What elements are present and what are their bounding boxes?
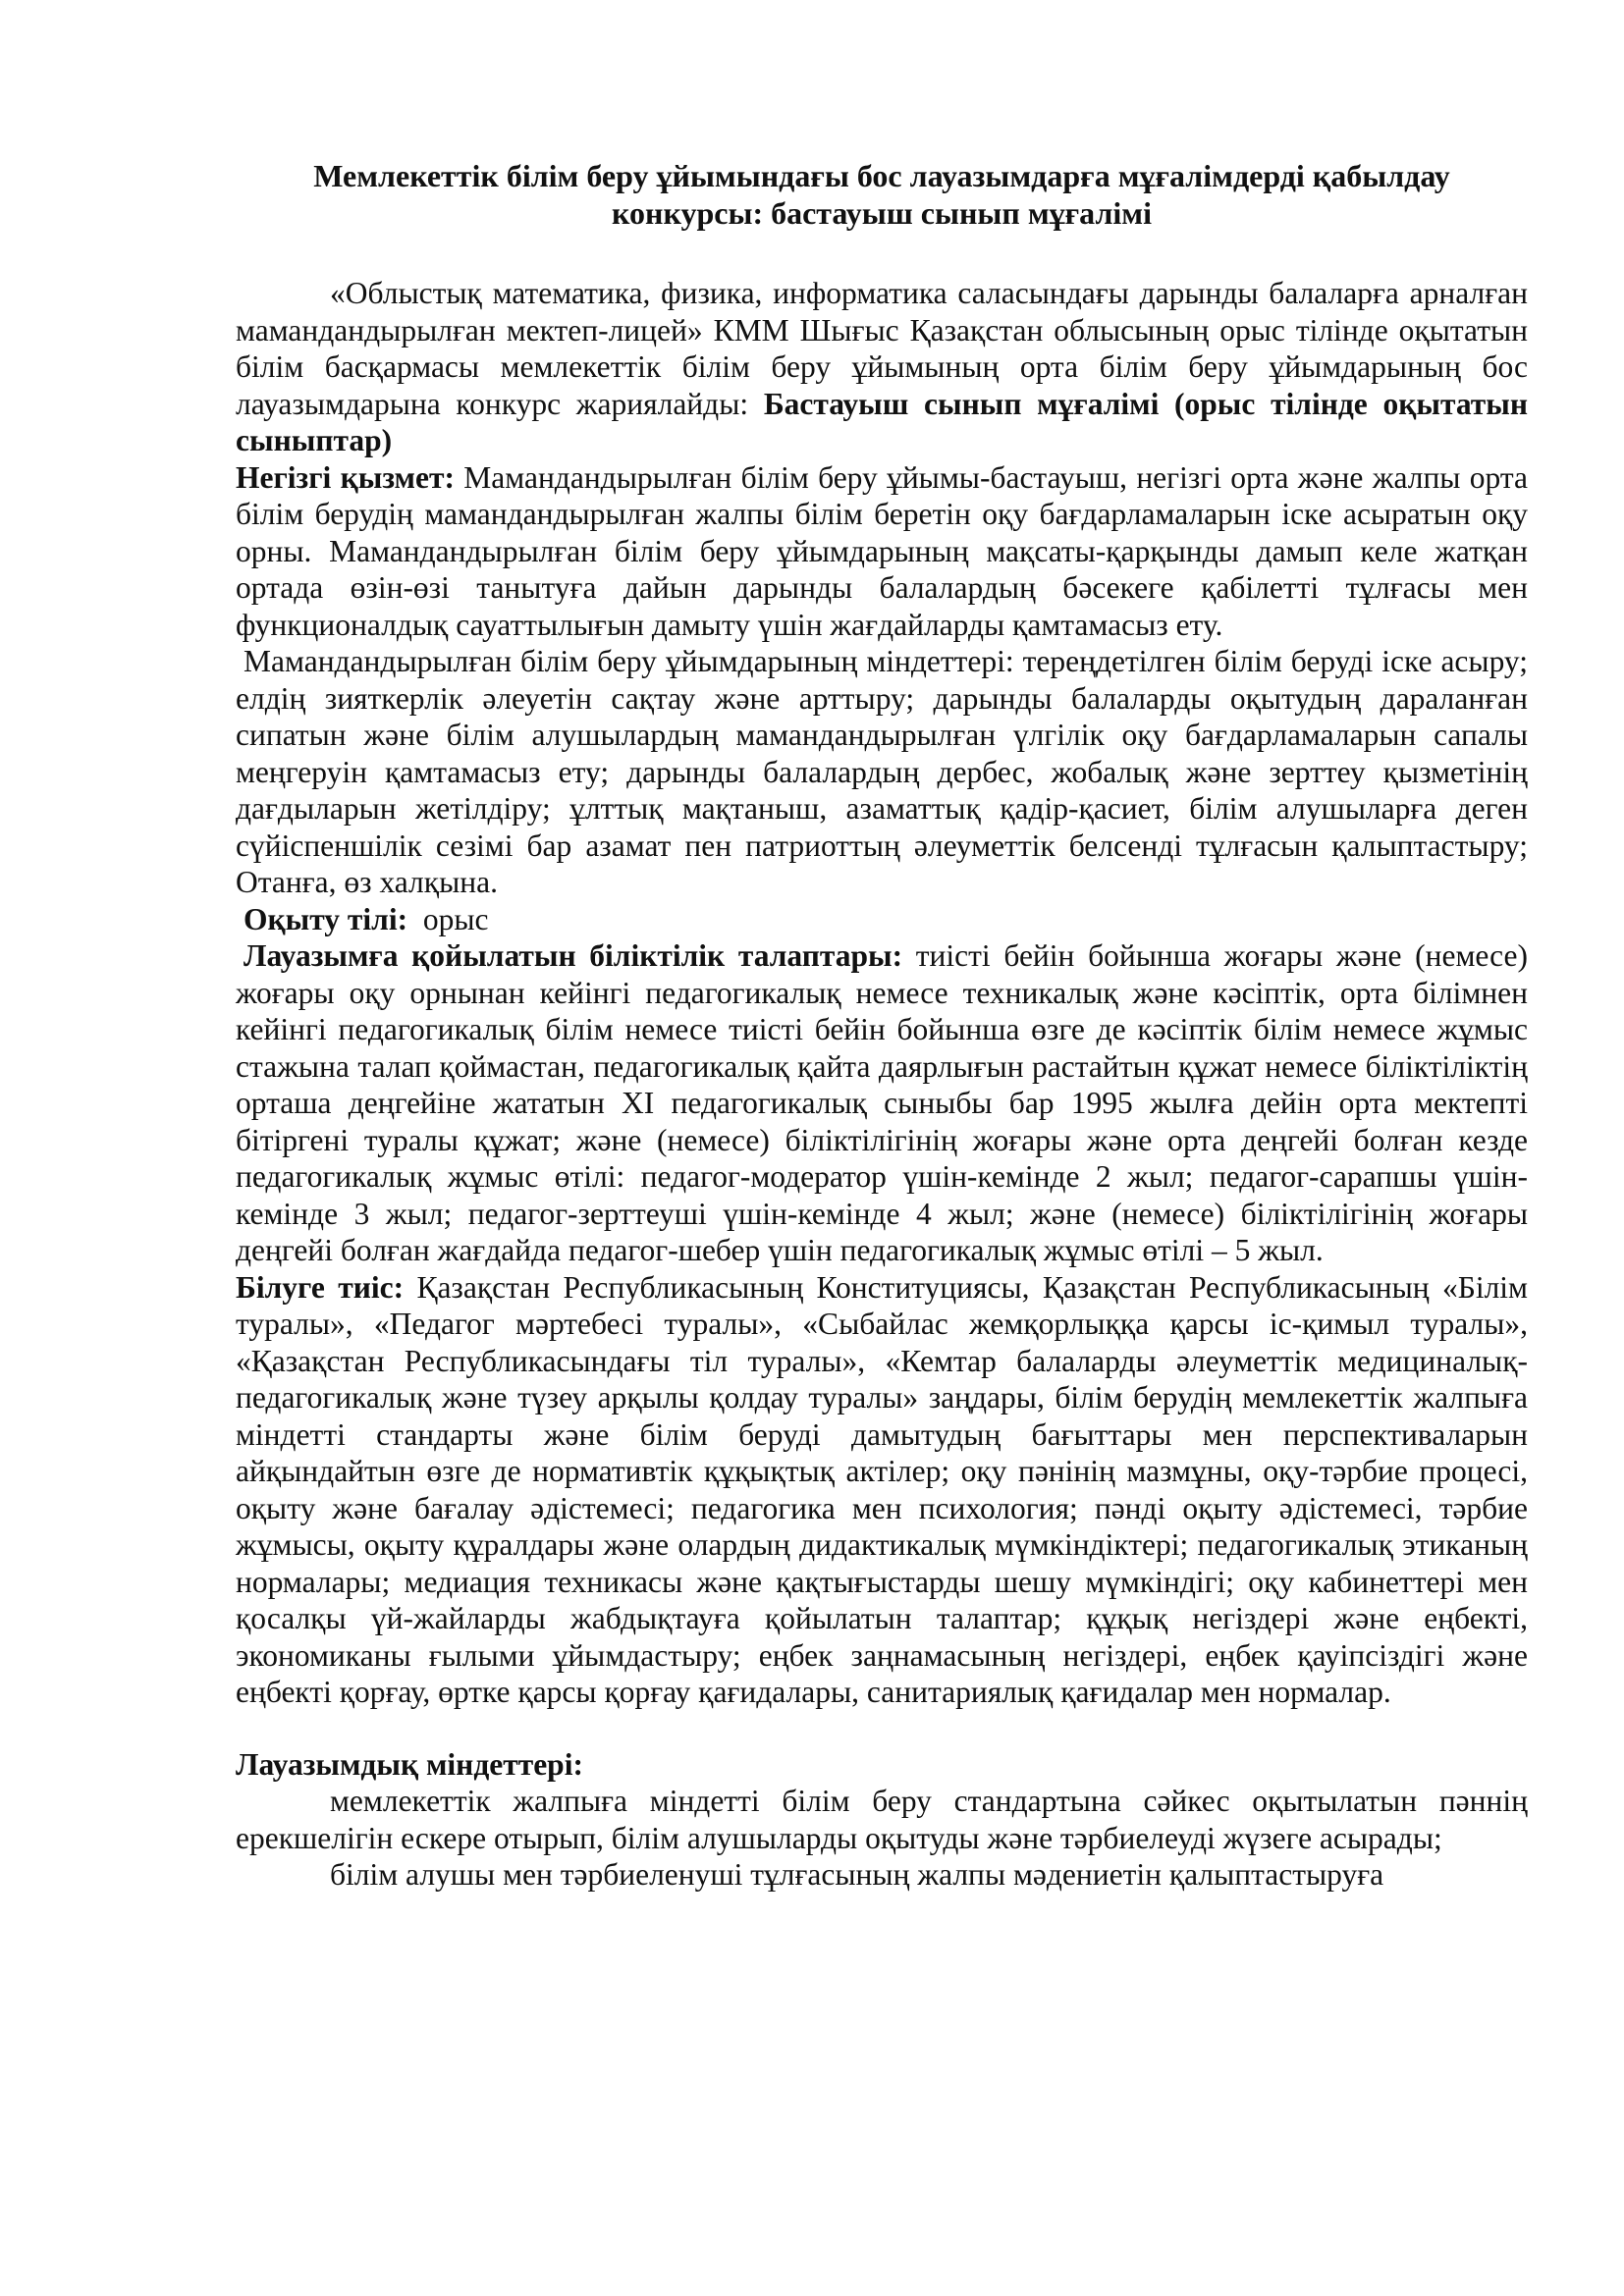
must-know-text: Қазақстан Республикасының Конституциясы, Қазақстан Республикасының «Білім туралы», «Педагог мәртебесі туралы», «Сыбайлас жемқорлыққа қарсы іс-қимыл туралы», «Қазақстан Республикасындағы тіл туралы», «Кемтар балаларды әлеуметтік медициналық-педагогикалық және түзеу арқылы қолдау туралы» заңдары, білім берудің мемлекеттік жалпыға міндетті стандарты және білім беруді дамытудың бағыттары мен перспективаларын айқындайтын өзге де нормативтік құқықтық актілер; оқу пәнінің мазмұны, оқу-тәрбие процесі, оқыту және бағалау әдістемесі; педагогика мен психология; пәнді оқыту әдістемесі, тәрбие жұмысы, оқыту құралдары және олардың дидактикалық мүмкіндіктері; педагогикалық этиканың нормалары; медиация техникасы және қақтығыстарды шешу мүмкіндігі; оқу кабинеттері мен қосалқы үй-жайларды жабдықтауға қойылатын талаптар; құқық негіздері және еңбекті, экономиканы ғылыми ұйымдастыру; еңбек заңнамасының негіздері, еңбек қауіпсіздігі және еңбекті қорғау, өртке қарсы қорғау қағидалары, санитариялық қағидалар мен нормалар.	[236, 1269, 1528, 1709]
main-activity-label: Негізгі қызмет:	[236, 459, 455, 495]
section-gap	[236, 1711, 1528, 1746]
qualification-paragraph	[236, 937, 1528, 1269]
main-activity-text: Мамандандырылған білім беру ұйымы-бастауыш, негізгі орта және жалпы орта білім берудің мамандандырылған жалпы білім беретін оқу бағдарламаларын іске асыратын оқу орны. Мамандандырылған білім беру ұйымдарының мақсаты-қарқынды дамып келе жатқан ортада өзін-өзі танытуға дайын дарынды балалардың бәсекеге қабілетті тұлғасы мен функционалдық сауаттылығын дамыту үшін жағдайларды қамтамасыз ету.	[236, 459, 1529, 642]
tasks-text: Мамандандырылған білім беру ұйымдарының міндеттері: тереңдетілген білім беруді іске асыру; елдің зияткерлік әлеуетін сақтау және арттыру; дарынды балаларды оқытудың дараланған сипатын және білім алушылардың мамандандырылған үлгілік оқу бағдарламаларын сапалы меңгеруін қамтамасыз ету; дарынды балалардың дербес, жобалық және зерттеу қызметінің дағдыларын жетілдіру; ұлттық мақтаныш, азаматтық қадір-қасиет, білім алушыларға деген сүйіспеншілік сезімі бар азамат пен патриоттың әлеуметтік белсенді тұлғасын қалыптастыру; Отанға, өз халқына.	[236, 644, 1528, 899]
document-title	[236, 157, 1528, 232]
qualification-text: тиісті бейін бойынша жоғары және (немесе) жоғары оқу орнынан кейінгі педагогикалық немесе техникалық және кәсіптік, орта білімнен кейінгі педагогикалық білім немесе тиісті бейін бойынша өзге де кәсіптік білім немесе жұмыс стажына талап қоймастан, педагогикалық қайта даярлығын растайтын құжат немесе біліктіліктің орташа деңгейіне жататын ХІ педагогикалық сыныбы бар 1995 жылға дейін орта мектепті бітіргені туралы құжат; және (немесе) біліктілігінің жоғары және орта деңгейі болған кезде педагогикалық жұмыс өтілі: педагог-модератор үшін-кемінде 2 жыл; педагог-сарапшы үшін-кемінде 3 жыл; педагог-зерттеуші үшін-кемінде 4 жыл; және (немесе) біліктілігінің жоғары деңгейі болған жағдайда педагог-шебер үшін педагогикалық жұмыс өтілі – 5 жыл.	[236, 938, 1529, 1267]
intro-paragraph	[236, 275, 1528, 459]
language-paragraph	[236, 901, 1528, 938]
document-body	[236, 157, 1528, 1894]
tasks-paragraph	[236, 643, 1528, 901]
must-know-paragraph	[236, 1269, 1528, 1711]
language-value: орыс	[407, 901, 489, 936]
duty-item-1: мемлекеттік жалпыға міндетті білім беру стандартына сәйкес оқытылатын пәннің ерекшелігін ескере отырып, білім алушыларды оқытуды және тәрбиелеуді жүзеге асырады;	[236, 1784, 1528, 1855]
qualification-label: Лауазымға қойылатын біліктілік талаптары:	[244, 938, 903, 973]
duty-item-2: білім алушы мен тәрбиеленуші тұлғасының жалпы мәдениетін қалыптастыруға	[330, 1857, 1384, 1892]
duties-heading-paragraph	[236, 1746, 1528, 1784]
intro-text: «Облыстық математика, физика, информатика саласындағы дарынды балаларға арналған мамандандырылған мектеп-лицей» КММ Шығыс Қазақстан облысының орыс тілінде оқытатын білім басқармасы мемлекеттік білім беру ұйымының орта білім беру ұйымдарының бос лауазымдарына конкурс жариялайды:	[236, 276, 1528, 421]
title-line-2: конкурсы: бастауыш сынып мұғалімі	[612, 195, 1152, 231]
intro-position-name: Бастауыш сынып мұғалімі (орыс тілінде оқытатын сыныптар)	[236, 386, 1528, 457]
must-know-label: Білуге тиіс:	[236, 1269, 405, 1305]
duties-heading: Лауазымдық міндеттері:	[236, 1746, 583, 1782]
main-activity-paragraph	[236, 459, 1528, 644]
language-label: Оқыту тілі:	[244, 901, 408, 936]
title-line-1: Мемлекеттік білім беру ұйымындағы бос лауазымдарға мұғалімдерді қабылдау	[313, 158, 1450, 193]
